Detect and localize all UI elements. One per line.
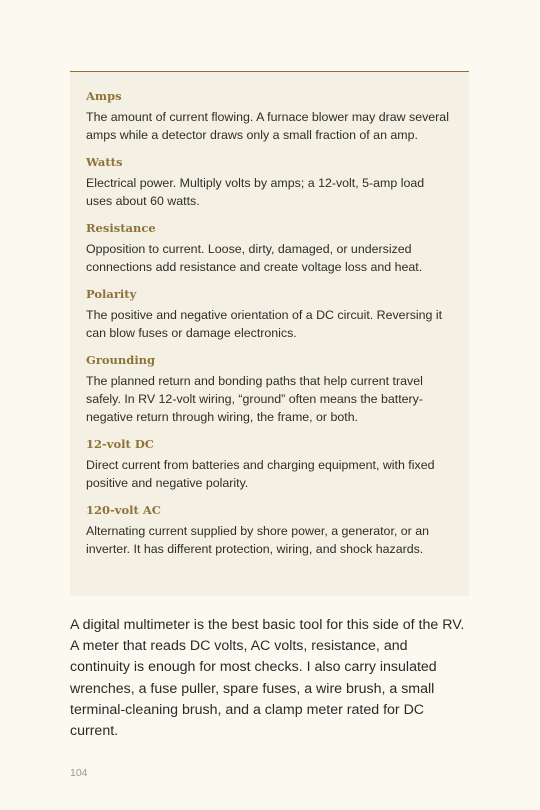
glossary-term: Resistance: [86, 221, 156, 235]
glossary-entry-120-volt-ac: [86, 502, 453, 558]
glossary-term: Grounding: [86, 353, 156, 367]
glossary-entry-grounding: [86, 352, 453, 426]
glossary-term: 12-volt DC: [86, 437, 154, 451]
glossary-definition: Direct current from batteries and charging equipment, with fixed positive and negative polarity.: [86, 458, 435, 490]
page-number: 104: [70, 767, 88, 779]
glossary-entry-polarity: [86, 286, 453, 342]
glossary-entry-watts: [86, 154, 453, 210]
glossary-term: Amps: [86, 89, 122, 103]
glossary-definition: Opposition to current. Loose, dirty, damaged, or undersized connections add resistance and create voltage loss and heat.: [86, 242, 423, 274]
glossary-term: 120-volt AC: [86, 503, 161, 517]
glossary-entry-resistance: [86, 220, 453, 276]
glossary-definition: The planned return and bonding paths that help current travel safely. In RV 12-volt wiring, “ground” often means the battery-negative return through wiring, the frame, or both.: [86, 374, 424, 424]
body-paragraph: A digital multimeter is the best basic tool for this side of the RV. A meter that reads DC volts, AC volts, resistance, and continuity is enough for most checks. I also carry insulated wrenches, a fuse puller, spare fuses, a wire brush, a small terminal-cleaning brush, and a clamp meter rated for DC current.: [70, 617, 465, 740]
glossary-term: Polarity: [86, 287, 137, 301]
glossary-definition: Electrical power. Multiply volts by amps; a 12-volt, 5-amp load uses about 60 watts.: [86, 176, 425, 208]
glossary-entry-12-volt-dc: [86, 436, 453, 492]
glossary-definition: The amount of current flowing. A furnace blower may draw several amps while a detector draws only a small fraction of an amp.: [86, 110, 449, 142]
glossary-entry-amps: [86, 88, 453, 144]
glossary-definition: Alternating current supplied by shore power, a generator, or an inverter. It has different protection, wiring, and shock hazards.: [86, 524, 430, 556]
glossary-box: [70, 71, 469, 596]
glossary-term: Watts: [86, 155, 123, 169]
glossary-definition: The positive and negative orientation of a DC circuit. Reversing it can blow fuses or damage electronics.: [86, 308, 443, 340]
